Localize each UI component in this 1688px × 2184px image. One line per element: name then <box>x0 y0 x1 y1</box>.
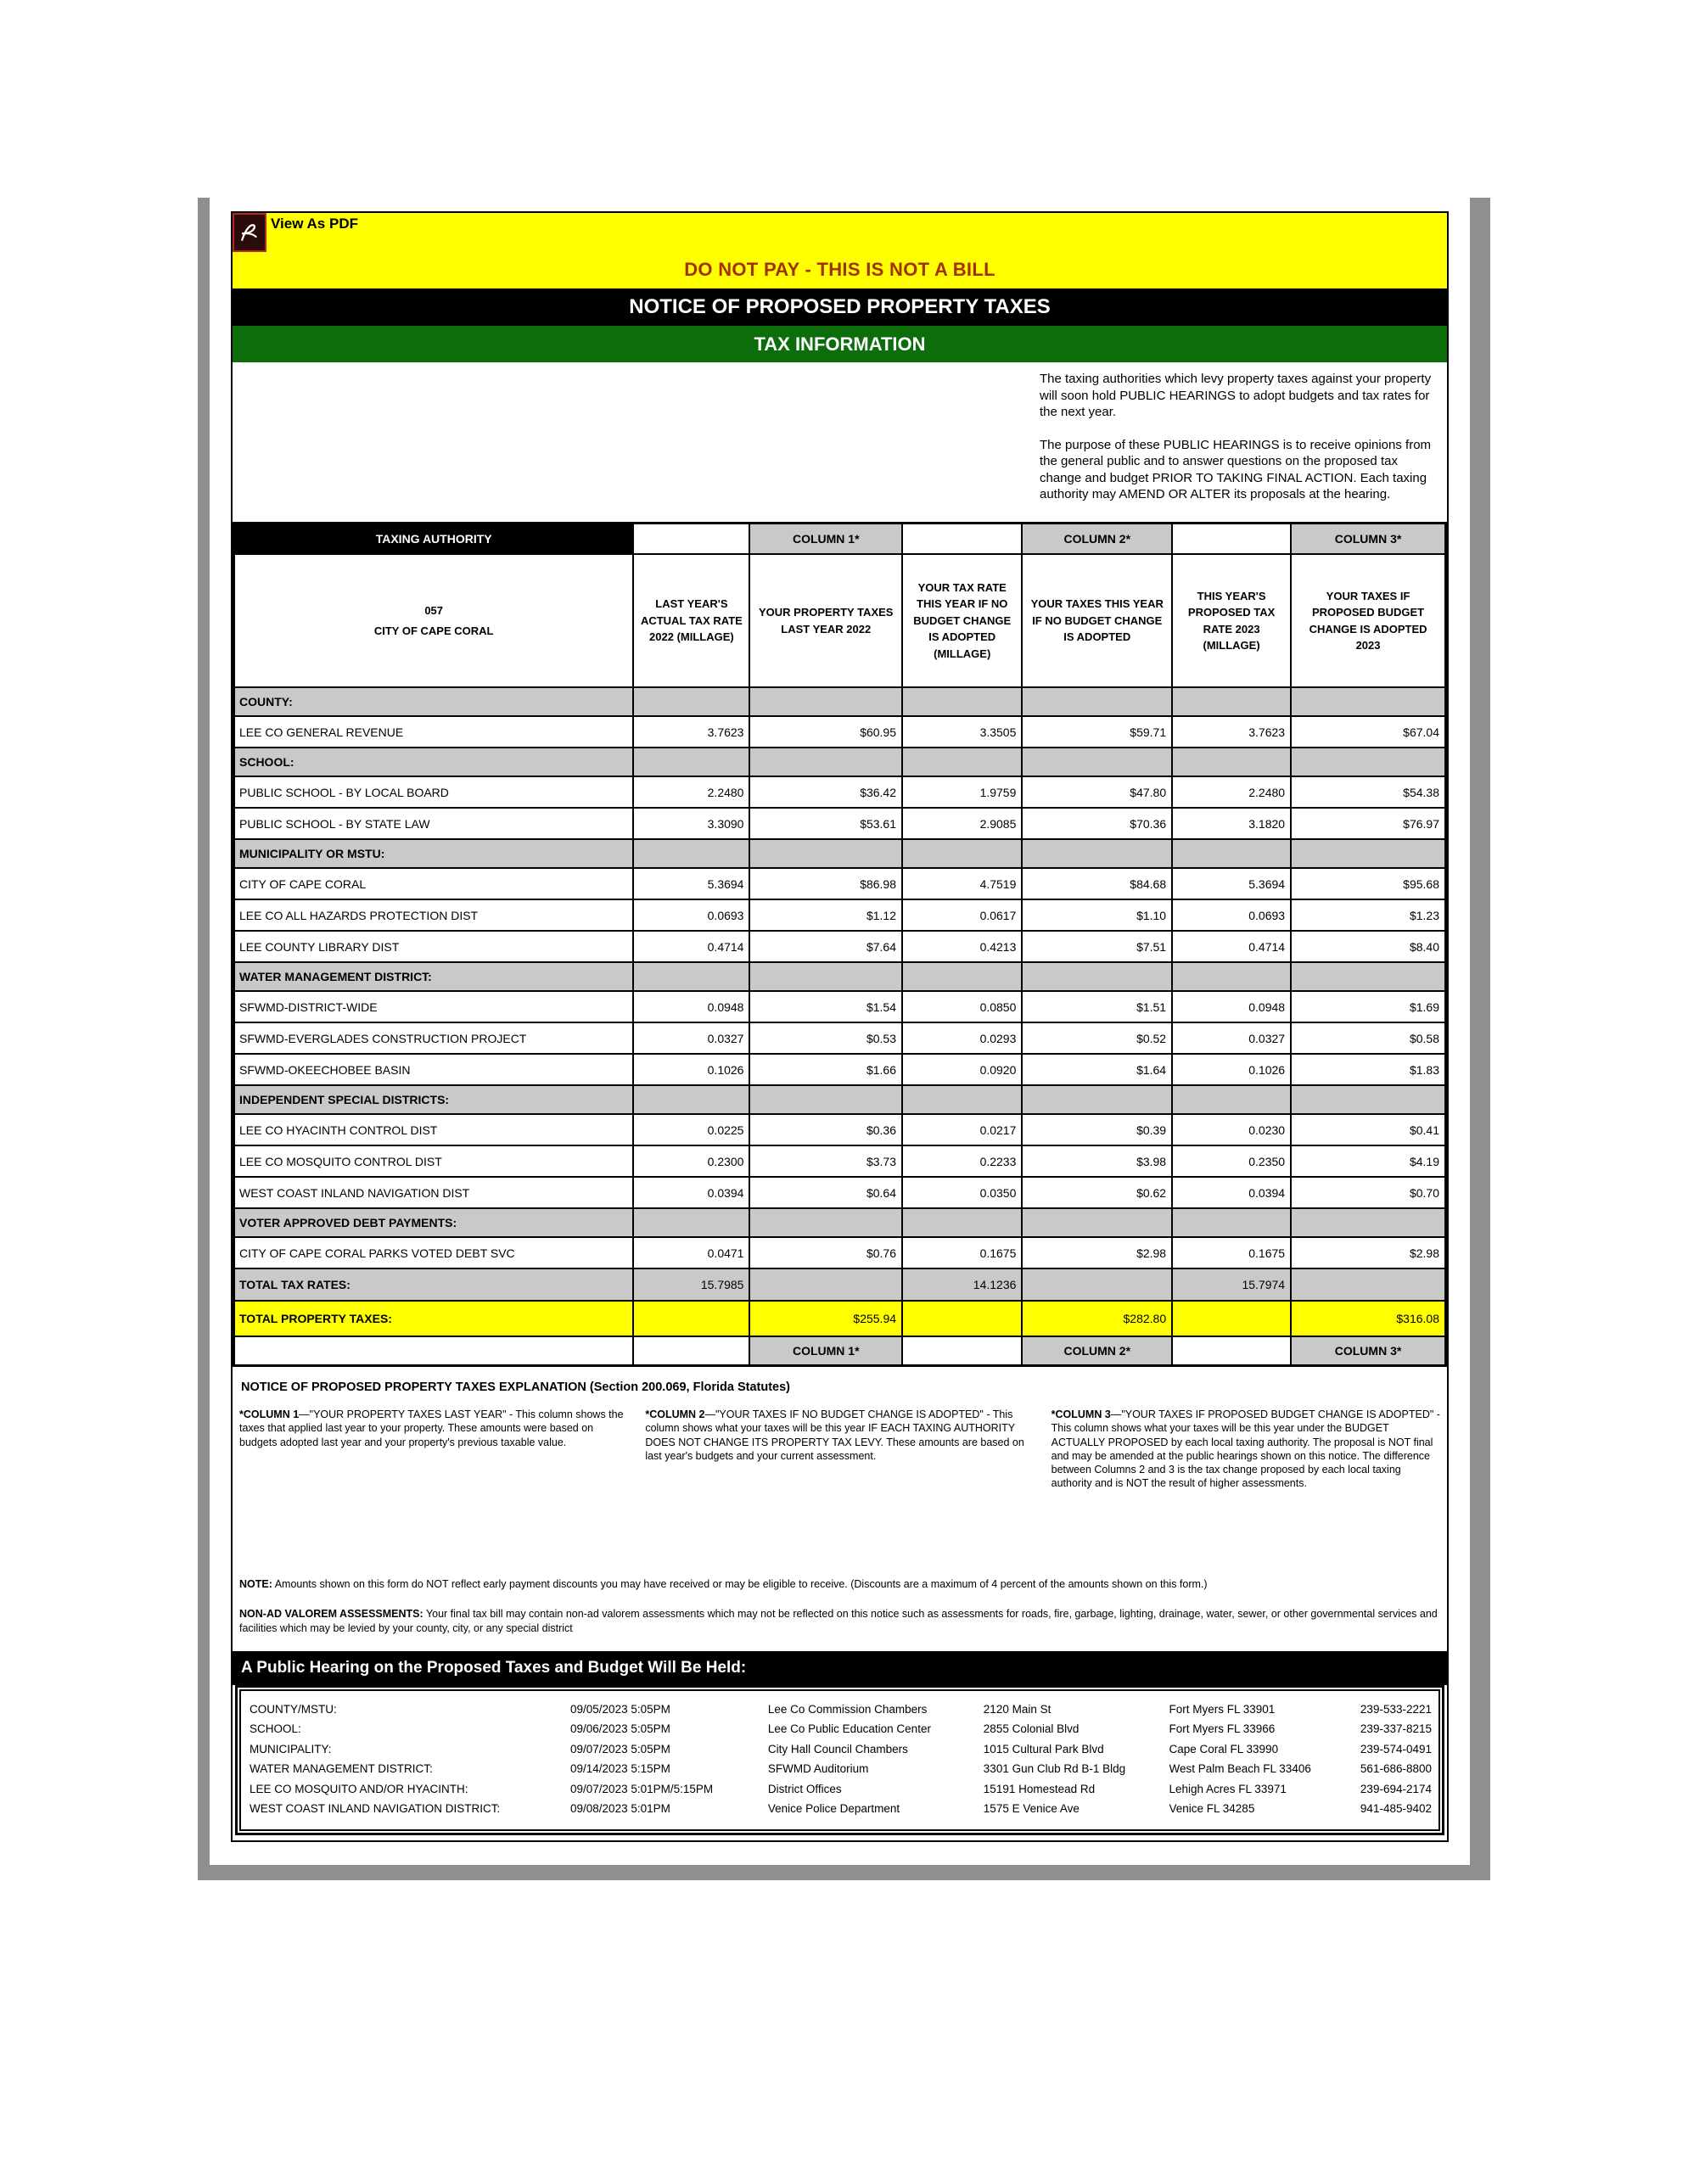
total-property-taxes-row <box>234 1301 1446 1336</box>
value-cell: 0.0948 <box>633 991 749 1022</box>
value-cell: $0.76 <box>749 1237 902 1268</box>
hearing-location: City Hall Council Chambers <box>767 1742 908 1756</box>
table-header-row-2 <box>234 554 1446 687</box>
value-cell: $36.42 <box>749 776 902 808</box>
value-cell: $70.36 <box>1022 808 1172 839</box>
value-cell: 0.0394 <box>633 1177 749 1208</box>
column2-text: —"YOUR TAXES IF NO BUDGET CHANGE IS ADOPTED" - This column shows what your taxes will be this year IF EACH TAXING AUTHORITY DOES NOT CHANGE ITS PROPERTY TAX LEVY. These amounts are based on last year's budgets and your current assessment. <box>645 1408 1024 1462</box>
value-cell: $316.08 <box>1291 1301 1445 1336</box>
col-description: YOUR TAXES THIS YEAR IF NO BUDGET CHANGE IS ADOPTED <box>1022 554 1172 687</box>
table-row <box>234 1145 1446 1177</box>
value-cell: 3.3505 <box>902 716 1022 748</box>
value-cell: $95.68 <box>1291 868 1445 899</box>
value-cell <box>1291 1268 1445 1301</box>
section-row <box>234 962 1446 991</box>
value-cell: $1.66 <box>749 1054 902 1085</box>
value-cell: $86.98 <box>749 868 902 899</box>
authority-name-cell: PUBLIC SCHOOL - BY LOCAL BOARD <box>234 776 634 808</box>
hearing-datetime: 09/06/2023 5:05PM <box>570 1722 670 1736</box>
hearing-authority: MUNICIPALITY: <box>250 1742 332 1756</box>
hearing-city: Cape Coral FL 33990 <box>1169 1742 1279 1756</box>
hearing-authority: COUNTY/MSTU: <box>250 1702 337 1716</box>
value-cell: 0.0693 <box>633 899 749 931</box>
hearing-phone: 239-337-8215 <box>1360 1722 1432 1736</box>
table-row <box>234 716 1446 748</box>
value-cell: 0.0471 <box>633 1237 749 1268</box>
intro-text-block <box>1040 371 1440 503</box>
authority-name-cell: CITY OF CAPE CORAL PARKS VOTED DEBT SVC <box>234 1237 634 1268</box>
table-row <box>234 899 1446 931</box>
column1-label: *COLUMN 1 <box>239 1408 300 1420</box>
public-hearing-banner: A Public Hearing on the Proposed Taxes and Budget Will Be Held: <box>233 1651 1447 1685</box>
blank-cell <box>1172 1336 1291 1366</box>
value-cell: $0.53 <box>749 1022 902 1054</box>
hearing-datetime: 09/14/2023 5:15PM <box>570 1762 670 1776</box>
value-cell: $3.98 <box>1022 1145 1172 1177</box>
blank-cell <box>902 1336 1022 1366</box>
intro-paragraph-1: The taxing authorities which levy property taxes against your property will soon hold PUBLIC HEARINGS to adopt budgets and tax rates for the next year. <box>1040 372 1432 419</box>
authority-name-cell: LEE CO GENERAL REVENUE <box>234 716 634 748</box>
authority-name-cell: CITY OF CAPE CORAL <box>234 868 634 899</box>
value-cell: 3.7623 <box>633 716 749 748</box>
intro-section <box>233 362 1447 522</box>
value-cell: $1.51 <box>1022 991 1172 1022</box>
intro-paragraph-2: The purpose of these PUBLIC HEARINGS is to receive opinions from the general public and to answer questions on the proposed tax change and budget PRIOR TO TAKING FINAL ACTION. Each taxing authority may AMEND OR ALTER its proposals at the hearing. <box>1040 437 1432 501</box>
authority-name-cell: SFWMD-EVERGLADES CONSTRUCTION PROJECT <box>234 1022 634 1054</box>
table-row <box>234 931 1446 962</box>
column3-text: —"YOUR TAXES IF PROPOSED BUDGET CHANGE IS ADOPTED" - This column shows what your taxes will be this year under the BUDGET ACTUALLY PROPOSED by each local taxing authority. The proposal is NOT final and may be amended at the public hearings shown on this notice. The difference between Columns 2 and 3 is the tax change proposed by each local taxing authority and is NOT the result of higher assessments. <box>1051 1408 1440 1490</box>
value-cell: $54.38 <box>1291 776 1445 808</box>
value-cell <box>1172 1301 1291 1336</box>
col-description: YOUR PROPERTY TAXES LAST YEAR 2022 <box>749 554 902 687</box>
table-row <box>234 1022 1446 1054</box>
section-row <box>234 839 1446 868</box>
section-label: COUNTY: <box>234 687 634 716</box>
hearing-address: 3301 Gun Club Rd B-1 Bldg <box>983 1762 1126 1776</box>
value-cell: 2.9085 <box>902 808 1022 839</box>
column3-header: COLUMN 3* <box>1291 524 1445 555</box>
value-cell <box>902 1301 1022 1336</box>
column2-header: COLUMN 2* <box>1022 524 1172 555</box>
column3-footer: COLUMN 3* <box>1291 1336 1445 1366</box>
shadow-bar-left <box>198 198 210 1865</box>
value-cell: 5.3694 <box>1172 868 1291 899</box>
non-ad-valorem-label: NON-AD VALOREM ASSESSMENTS: <box>239 1607 423 1620</box>
hearing-phone: 239-533-2221 <box>1360 1702 1432 1716</box>
value-cell: 5.3694 <box>633 868 749 899</box>
table-footer-row <box>234 1336 1446 1366</box>
warning-banner <box>233 213 1447 288</box>
value-cell: $47.80 <box>1022 776 1172 808</box>
section-row <box>234 1208 1446 1237</box>
value-cell: 1.9759 <box>902 776 1022 808</box>
authority-name-cell: WEST COAST INLAND NAVIGATION DIST <box>234 1177 634 1208</box>
value-cell: 0.0948 <box>1172 991 1291 1022</box>
column3-label: *COLUMN 3 <box>1051 1408 1111 1420</box>
hearing-location: Lee Co Public Education Center <box>767 1722 931 1736</box>
value-cell: $7.64 <box>749 931 902 962</box>
table-row <box>234 1114 1446 1145</box>
tax-information-title: TAX INFORMATION <box>233 326 1447 362</box>
section-label: INDEPENDENT SPECIAL DISTRICTS: <box>234 1085 634 1114</box>
value-cell: $7.51 <box>1022 931 1172 962</box>
non-ad-valorem-text: Your final tax bill may contain non-ad valorem assessments which may not be reflected on this notice such as assessments for roads, fire, garbage, lighting, drainage, water, sewer, or other governmental services and facilities which may be levied by your county, city, or any special district <box>239 1607 1438 1634</box>
value-cell: 2.2480 <box>1172 776 1291 808</box>
value-cell <box>633 1301 749 1336</box>
hearing-table <box>241 1700 1438 1819</box>
tax-table <box>233 522 1447 1367</box>
value-cell: 0.1026 <box>633 1054 749 1085</box>
value-cell: 0.2233 <box>902 1145 1022 1177</box>
value-cell: $0.62 <box>1022 1177 1172 1208</box>
value-cell: $1.64 <box>1022 1054 1172 1085</box>
value-cell: $76.97 <box>1291 808 1445 839</box>
value-cell: $0.64 <box>749 1177 902 1208</box>
blank-cell <box>1172 524 1291 555</box>
hearing-authority: LEE CO MOSQUITO AND/OR HYACINTH: <box>250 1782 468 1795</box>
table-row <box>234 991 1446 1022</box>
value-cell: 3.3090 <box>633 808 749 839</box>
hearing-city: Lehigh Acres FL 33971 <box>1169 1782 1287 1795</box>
authority-name: CITY OF CAPE CORAL <box>373 624 494 637</box>
column1-header: COLUMN 1* <box>749 524 902 555</box>
document-frame <box>198 198 1490 1880</box>
value-cell: $1.12 <box>749 899 902 931</box>
authority-name-cell: LEE CO MOSQUITO CONTROL DIST <box>234 1145 634 1177</box>
hearing-row <box>241 1779 1438 1800</box>
value-cell: 0.0850 <box>902 991 1022 1022</box>
value-cell <box>1022 1268 1172 1301</box>
blank-cell <box>234 1336 634 1366</box>
hearing-city: Fort Myers FL 33901 <box>1169 1702 1276 1716</box>
value-cell: 0.1675 <box>1172 1237 1291 1268</box>
value-cell: $1.83 <box>1291 1054 1445 1085</box>
note-text: Amounts shown on this form do NOT reflect early payment discounts you may have received or may be eligible to receive. (Discounts are a maximum of 4 percent of the amounts shown on this form.) <box>274 1578 1208 1590</box>
col-description: THIS YEAR'S PROPOSED TAX RATE 2023 (MILLAGE) <box>1172 554 1291 687</box>
explanation-title: NOTICE OF PROPOSED PROPERTY TAXES EXPLANATION (Section 200.069, Florida Statutes) <box>241 1380 790 1394</box>
explanation-column-1 <box>239 1408 628 1577</box>
table-row <box>234 1237 1446 1268</box>
hearing-authority: WATER MANAGEMENT DISTRICT: <box>250 1762 433 1776</box>
authority-name-cell: LEE CO HYACINTH CONTROL DIST <box>234 1114 634 1145</box>
table-row <box>234 868 1446 899</box>
value-cell: $2.98 <box>1022 1237 1172 1268</box>
explanation-section <box>233 1367 1447 1636</box>
do-not-pay-text: DO NOT PAY - THIS IS NOT A BILL <box>684 259 995 280</box>
authority-name-cell: SFWMD-DISTRICT-WIDE <box>234 991 634 1022</box>
page <box>210 198 1470 1865</box>
hearing-city: West Palm Beach FL 33406 <box>1169 1762 1311 1776</box>
value-cell: 0.0350 <box>902 1177 1022 1208</box>
value-cell: $0.39 <box>1022 1114 1172 1145</box>
total-tax-rates-row <box>234 1268 1446 1301</box>
table-row <box>234 1177 1446 1208</box>
hearing-phone: 561-686-8800 <box>1360 1762 1432 1776</box>
notice-document <box>231 211 1449 1842</box>
value-cell: $255.94 <box>749 1301 902 1336</box>
value-cell: $1.10 <box>1022 899 1172 931</box>
hearing-address: 2120 Main St <box>983 1702 1051 1716</box>
section-row <box>234 1085 1446 1114</box>
value-cell: 3.7623 <box>1172 716 1291 748</box>
col-description: YOUR TAX RATE THIS YEAR IF NO BUDGET CHANGE IS ADOPTED (MILLAGE) <box>902 554 1022 687</box>
value-cell: 15.7985 <box>633 1268 749 1301</box>
value-cell: 0.4714 <box>633 931 749 962</box>
explanation-column-3 <box>1051 1408 1440 1577</box>
value-cell: 0.1675 <box>902 1237 1022 1268</box>
hearing-datetime: 09/08/2023 5:01PM <box>570 1802 670 1816</box>
hearing-authority: WEST COAST INLAND NAVIGATION DISTRICT: <box>250 1802 501 1816</box>
value-cell: $8.40 <box>1291 931 1445 962</box>
authority-name-cell: LEE COUNTY LIBRARY DIST <box>234 931 634 962</box>
hearing-city: Fort Myers FL 33966 <box>1169 1722 1276 1736</box>
hearing-phone: 239-694-2174 <box>1360 1782 1432 1795</box>
note-paragraph <box>239 1577 1440 1592</box>
hearing-phone: 239-574-0491 <box>1360 1742 1432 1756</box>
value-cell: 0.0920 <box>902 1054 1022 1085</box>
value-cell: 0.0293 <box>902 1022 1022 1054</box>
authority-name-cell: PUBLIC SCHOOL - BY STATE LAW <box>234 808 634 839</box>
shadow-bar-right <box>1470 198 1490 1865</box>
acrobat-pdf-icon <box>233 213 266 252</box>
value-cell: 0.4213 <box>902 931 1022 962</box>
column2-footer: COLUMN 2* <box>1022 1336 1172 1366</box>
value-cell: 14.1236 <box>902 1268 1022 1301</box>
value-cell: 0.2300 <box>633 1145 749 1177</box>
column2-label: *COLUMN 2 <box>645 1408 705 1420</box>
notice-title: NOTICE OF PROPOSED PROPERTY TAXES <box>233 288 1447 326</box>
authority-name-cell: LEE CO ALL HAZARDS PROTECTION DIST <box>234 899 634 931</box>
value-cell: $1.69 <box>1291 991 1445 1022</box>
value-cell: 0.0617 <box>902 899 1022 931</box>
total-property-taxes-label: TOTAL PROPERTY TAXES: <box>234 1301 634 1336</box>
value-cell: 0.0225 <box>633 1114 749 1145</box>
table-header-row-1 <box>234 524 1446 555</box>
value-cell: $0.41 <box>1291 1114 1445 1145</box>
column1-footer: COLUMN 1* <box>749 1336 902 1366</box>
value-cell: 0.4714 <box>1172 931 1291 962</box>
section-row <box>234 748 1446 776</box>
hearing-address: 2855 Colonial Blvd <box>983 1722 1080 1736</box>
blank-cell <box>902 524 1022 555</box>
value-cell: 4.7519 <box>902 868 1022 899</box>
value-cell: 0.1026 <box>1172 1054 1291 1085</box>
explanation-columns <box>239 1408 1440 1577</box>
hearing-location: District Offices <box>767 1782 842 1795</box>
value-cell: $84.68 <box>1022 868 1172 899</box>
section-label: MUNICIPALITY OR MSTU: <box>234 839 634 868</box>
value-cell: $0.36 <box>749 1114 902 1145</box>
table-row <box>234 808 1446 839</box>
hearing-row <box>241 1739 1438 1760</box>
hearing-datetime: 09/05/2023 5:05PM <box>570 1702 670 1716</box>
value-cell: $67.04 <box>1291 716 1445 748</box>
value-cell: $0.52 <box>1022 1022 1172 1054</box>
hearing-table-border <box>235 1685 1444 1835</box>
section-label: WATER MANAGEMENT DISTRICT: <box>234 962 634 991</box>
hearing-datetime: 09/07/2023 5:01PM/5:15PM <box>570 1782 714 1795</box>
col-description: LAST YEAR'S ACTUAL TAX RATE 2022 (MILLAGE) <box>633 554 749 687</box>
hearing-city: Venice FL 34285 <box>1169 1802 1255 1816</box>
hearing-row <box>241 1759 1438 1779</box>
col-description: YOUR TAXES IF PROPOSED BUDGET CHANGE IS ADOPTED 2023 <box>1291 554 1445 687</box>
value-cell: $53.61 <box>749 808 902 839</box>
hearing-row <box>241 1719 1438 1739</box>
value-cell <box>749 1268 902 1301</box>
value-cell: $1.54 <box>749 991 902 1022</box>
value-cell: $2.98 <box>1291 1237 1445 1268</box>
value-cell: $3.73 <box>749 1145 902 1177</box>
view-as-pdf-label: View As PDF <box>271 216 358 232</box>
section-label: SCHOOL: <box>234 748 634 776</box>
value-cell: 3.1820 <box>1172 808 1291 839</box>
hearing-address: 15191 Homestead Rd <box>983 1782 1096 1795</box>
note-label: NOTE: <box>239 1578 272 1590</box>
value-cell: 0.0394 <box>1172 1177 1291 1208</box>
hearing-address: 1575 E Venice Ave <box>983 1802 1080 1816</box>
section-label: VOTER APPROVED DEBT PAYMENTS: <box>234 1208 634 1237</box>
value-cell: $1.23 <box>1291 899 1445 931</box>
hearing-row <box>241 1799 1438 1819</box>
shadow-bar-bottom <box>198 1865 1490 1880</box>
explanation-column-2 <box>645 1408 1034 1577</box>
authority-cell <box>234 554 634 687</box>
table-row <box>234 776 1446 808</box>
value-cell: 15.7974 <box>1172 1268 1291 1301</box>
hearing-location: Lee Co Commission Chambers <box>767 1702 928 1716</box>
value-cell: 0.0230 <box>1172 1114 1291 1145</box>
value-cell: $59.71 <box>1022 716 1172 748</box>
non-ad-valorem-paragraph <box>239 1607 1440 1636</box>
table-row <box>234 1054 1446 1085</box>
authority-id: 057 <box>424 604 444 617</box>
value-cell: $0.70 <box>1291 1177 1445 1208</box>
value-cell: 0.0327 <box>1172 1022 1291 1054</box>
value-cell: $0.58 <box>1291 1022 1445 1054</box>
value-cell: 0.2350 <box>1172 1145 1291 1177</box>
hearing-datetime: 09/07/2023 5:05PM <box>570 1742 670 1756</box>
section-row <box>234 687 1446 716</box>
column1-text: —"YOUR PROPERTY TAXES LAST YEAR" - This column shows the taxes that applied last year to your property. These amounts were based on budgets adopted last year and your property's previous taxable value. <box>239 1408 624 1448</box>
authority-name-cell: SFWMD-OKEECHOBEE BASIN <box>234 1054 634 1085</box>
value-cell: $60.95 <box>749 716 902 748</box>
blank-cell <box>633 1336 749 1366</box>
hearing-location: SFWMD Auditorium <box>767 1762 869 1776</box>
hearing-address: 1015 Cultural Park Blvd <box>983 1742 1104 1756</box>
value-cell: 0.0217 <box>902 1114 1022 1145</box>
hearing-authority: SCHOOL: <box>250 1722 301 1736</box>
hearing-phone: 941-485-9402 <box>1360 1802 1432 1816</box>
value-cell: 0.0327 <box>633 1022 749 1054</box>
value-cell: $4.19 <box>1291 1145 1445 1177</box>
value-cell: $282.80 <box>1022 1301 1172 1336</box>
blank-cell <box>633 524 749 555</box>
value-cell: 0.0693 <box>1172 899 1291 931</box>
hearing-location: Venice Police Department <box>767 1802 900 1816</box>
total-tax-rates-label: TOTAL TAX RATES: <box>234 1268 634 1301</box>
hearing-row <box>241 1700 1438 1720</box>
taxing-authority-header: TAXING AUTHORITY <box>234 524 634 555</box>
value-cell: 2.2480 <box>633 776 749 808</box>
view-as-pdf-button[interactable] <box>233 213 358 252</box>
